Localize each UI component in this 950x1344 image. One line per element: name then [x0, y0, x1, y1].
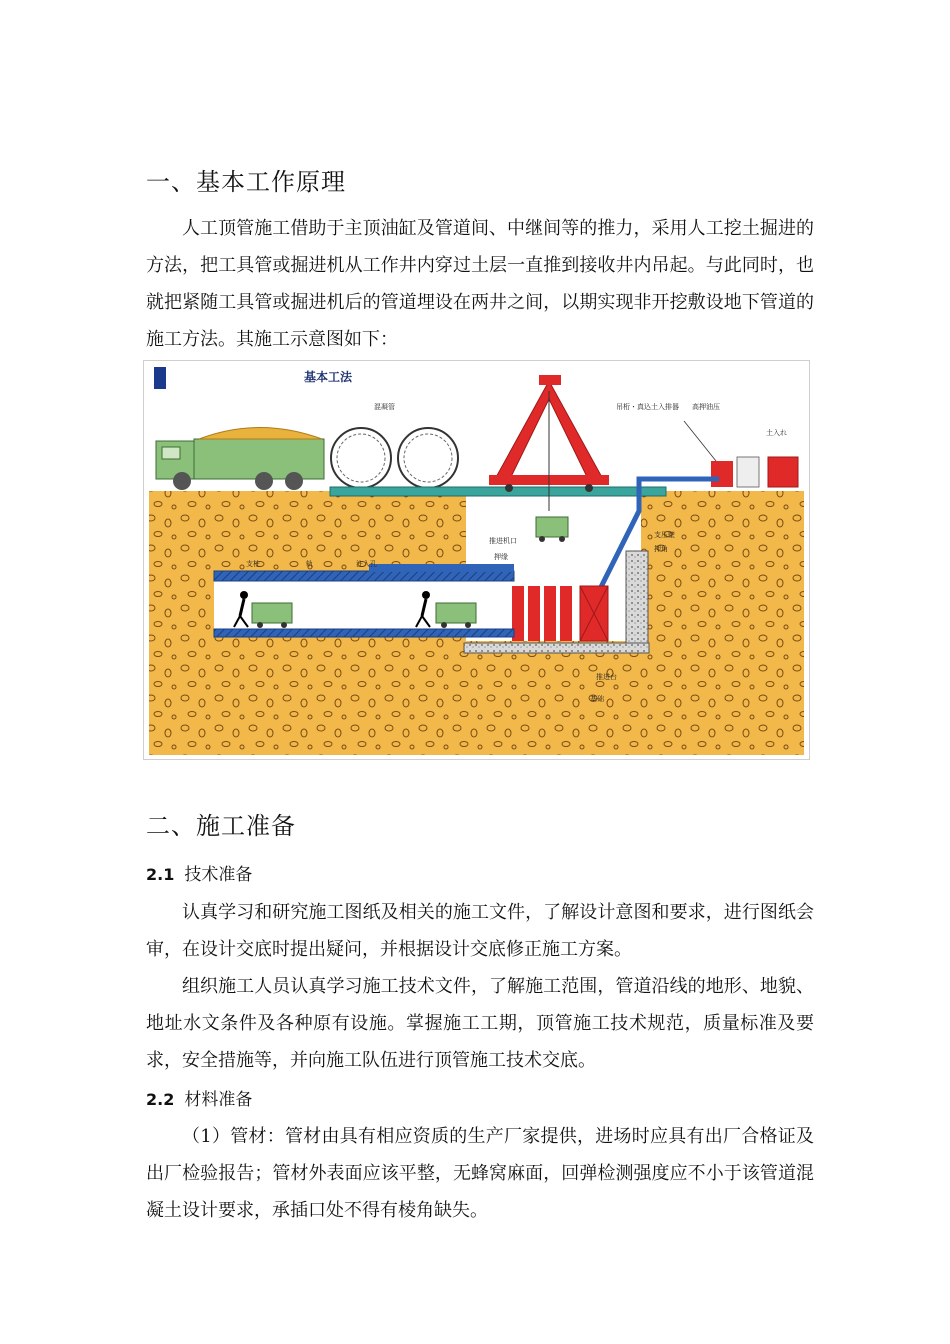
svg-text:支柱: 支柱 — [246, 560, 260, 568]
section2-heading: 二、施工准备 — [146, 812, 296, 840]
svg-text:基础: 基础 — [590, 695, 604, 703]
ground-platform — [330, 487, 666, 496]
svg-text:土入れ: 土入れ — [766, 429, 787, 437]
subsection-2-1-title: 技术准备 — [184, 865, 253, 885]
svg-text:押角: 押角 — [654, 545, 668, 553]
back-wall — [626, 551, 648, 643]
construction-diagram — [143, 360, 810, 760]
svg-text:高押油压: 高押油压 — [692, 403, 720, 411]
section2-paragraph-2: 组织施工人员认真学习施工技术文件，了解施工范围，管道沿线的地形、地貌、地址水文条件及各种原有设施。掌握施工工期，顶管施工技术规范，质量标准及要求，安全措施等，并向施工队伍进行顶管施工技术交底。 — [146, 976, 814, 1071]
subsection-2-2-title: 材料准备 — [184, 1090, 253, 1110]
subsection-2-2-number: 2.2 — [146, 1090, 175, 1109]
section2-paragraph-3: （1）管材：管材由具有相应资质的生产厂家提供，进场时应具有出厂合格证及出厂检验报告；管材外表面应该平整，无蜂窝麻面，回弹检测强度应不小于该管道混凝土设计要求，承插口处不得有棱角缺失。 — [146, 1126, 814, 1221]
svg-text:吊桁・真込土入排器: 吊桁・真込土入排器 — [616, 403, 679, 411]
svg-text:押缘: 押缘 — [494, 553, 508, 561]
figure-title: 基本工法 — [304, 370, 353, 384]
guide-base — [464, 643, 649, 653]
svg-text:混凝管: 混凝管 — [374, 403, 395, 411]
svg-text:支压壁: 支压壁 — [654, 531, 675, 539]
svg-text:注入孔: 注入孔 — [356, 560, 377, 568]
push-machine — [369, 564, 514, 572]
title-bar — [154, 367, 166, 389]
section2-paragraph-1: 认真学习和研究施工图纸及相关的施工文件，了解设计意图和要求，进行图纸会审，在设计交底时提出疑问，并根据设计交底修正施工方案。 — [146, 902, 814, 960]
subsection-2-1 — [146, 860, 252, 885]
diagram-svg — [144, 361, 809, 759]
svg-text:推进台: 推进台 — [596, 673, 617, 681]
subsection-2-2 — [146, 1085, 252, 1110]
subsection-2-1-number: 2.1 — [146, 865, 175, 884]
svg-text:轨: 轨 — [306, 560, 313, 568]
section1-paragraph: 人工顶管施工借助于主顶油缸及管道间、中继间等的推力，采用人工挖土掘进的方法，把工具管或掘进机从工作井内穿过土层一直推到接收井内吊起。与此同时，也就把紧随工具管或掘进机后的管道埋设在两井之间，以期实现非开挖敷设地下管道的施工方法。其施工示意图如下： — [146, 218, 814, 350]
section1-heading: 一、基本工作原理 — [146, 168, 346, 196]
pipe-top — [214, 571, 514, 581]
svg-text:推进机口: 推进机口 — [489, 537, 517, 545]
pipe-bottom — [214, 629, 514, 637]
